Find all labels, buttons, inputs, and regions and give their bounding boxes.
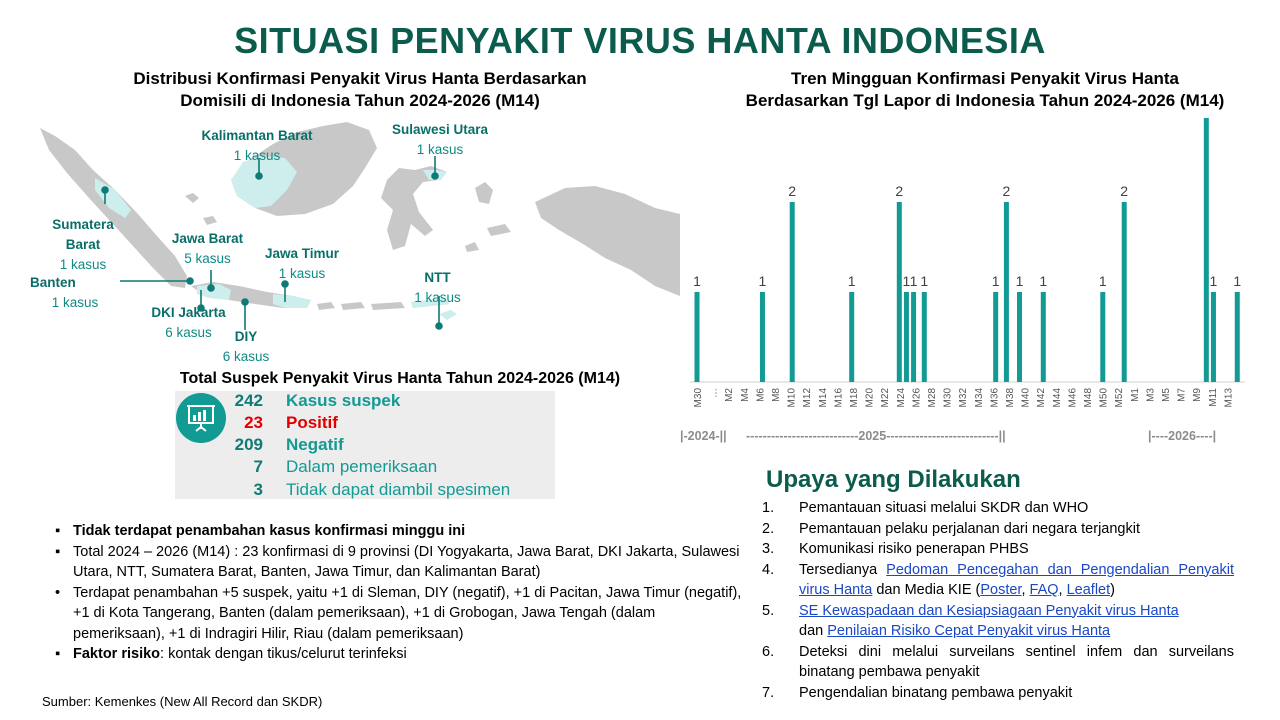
map-jawa-timur xyxy=(273,294,311,308)
leaflet-link[interactable]: Leaflet xyxy=(1066,582,1111,598)
map-label-jawa-timur: Jawa Timur 1 kasus xyxy=(264,246,340,281)
weekly-trend-chart xyxy=(680,118,1270,448)
chart-bar xyxy=(695,292,700,382)
bar-data-label: 1 xyxy=(1233,273,1242,289)
x-tick-label: M11 xyxy=(1207,388,1219,407)
map-label-jawa-barat: Jawa Barat 5 kasus xyxy=(171,231,244,266)
chart-bar xyxy=(911,292,916,382)
poster-link[interactable]: Poster xyxy=(980,582,1022,598)
suspect-label: Dalam pemeriksaan xyxy=(286,457,438,476)
source-note: Sumber: Kemenkes (New All Record dan SKDR) xyxy=(42,694,323,709)
x-tick-label: M3 xyxy=(1145,388,1157,402)
suspect-label: Positif xyxy=(286,413,338,432)
x-tick-label: M30 xyxy=(693,388,704,408)
note-item: ▪ Faktor risiko: kontak dengan tikus/celurut terinfeksi xyxy=(55,646,407,662)
map-title xyxy=(40,68,680,112)
chart-bar xyxy=(1235,292,1240,382)
suspect-row xyxy=(175,413,555,435)
page-title: SITUASI PENYAKIT VIRUS HANTA INDONESIA xyxy=(234,20,1046,61)
suspect-title: Total Suspek Penyakit Virus Hanta Tahun 2024-2026 (M14) xyxy=(179,370,621,387)
x-tick-label: M36 xyxy=(989,388,1001,408)
x-tick-label: M40 xyxy=(1020,388,1032,408)
suspect-row xyxy=(175,435,555,457)
suspect-value: 7 xyxy=(253,457,263,476)
suspect-label: Kasus suspek xyxy=(286,391,401,410)
chart-bar xyxy=(1004,202,1009,382)
note-item: ▪ Tidak terdapat penambahan kasus konfirmasi minggu ini xyxy=(55,523,466,539)
chart-bar xyxy=(790,202,795,382)
chart-title xyxy=(690,68,1280,112)
year-axis-label: ---------------------------2025---------------------------|| xyxy=(746,429,1006,443)
x-tick-label: M46 xyxy=(1067,388,1079,408)
bar-data-label: 2 xyxy=(895,183,904,199)
bar-data-label: 1 xyxy=(1098,273,1107,289)
notes-list xyxy=(55,521,745,665)
suspect-label: Tidak dapat diambil spesimen xyxy=(286,480,511,499)
map-label-sulawesi-utara: Sulawesi Utara 1 kasus xyxy=(391,122,489,157)
upaya-item: 1. Pemantauan situasi melalui SKDR dan WHO xyxy=(762,500,1089,516)
upaya-item: 3. Komunikasi risiko penerapan PHBS xyxy=(762,541,1029,557)
x-tick-label: M8 xyxy=(771,388,782,402)
map-label-diy: DIY 6 kasus xyxy=(222,329,270,364)
bar-data-label: 2 xyxy=(788,183,797,199)
pedoman-link[interactable]: Pedoman Pencegahan dan Pengendalian Penyakit virus Hanta xyxy=(799,561,1235,598)
suspect-value: 242 xyxy=(234,391,263,410)
x-tick-label: … xyxy=(708,388,720,398)
x-tick-label: M10 xyxy=(786,388,798,408)
chart-bar xyxy=(760,292,765,382)
suspect-value: 23 xyxy=(244,413,263,432)
chart-title-line2: Berdasarkan Tgl Lapor di Indonesia Tahun 2024-2026 (M14) xyxy=(745,91,1225,110)
chart-bar xyxy=(1100,292,1105,382)
bar-data-label: 1 xyxy=(991,273,1000,289)
x-tick-label: M14 xyxy=(817,388,829,408)
map-label-banten: Banten 1 kasus xyxy=(30,275,99,310)
bar-data-label: 1 xyxy=(1015,273,1024,289)
x-tick-label: M34 xyxy=(973,388,985,408)
x-tick-label: M9 xyxy=(1192,388,1204,402)
upaya-item: 4. Tersedianya Pedoman Pencegahan dan Pengendalian Penyakit virus Hanta dan Media KIE (Poster, FAQ, Leaflet) xyxy=(762,561,1235,598)
x-tick-label: M48 xyxy=(1083,388,1094,408)
x-tick-label: M5 xyxy=(1161,388,1172,402)
bar-data-label: 1 xyxy=(902,273,911,289)
upaya-item: 2. Pemantauan pelaku perjalanan dari negara terjangkit xyxy=(762,520,1140,537)
x-tick-label: M38 xyxy=(1005,388,1016,408)
x-tick-label: M24 xyxy=(895,388,907,408)
chart-bar xyxy=(897,202,902,382)
map-label-ntt: NTT 1 kasus xyxy=(414,270,461,305)
year-axis-label: |----2026----| xyxy=(1148,429,1217,443)
x-tick-label: M18 xyxy=(849,388,860,408)
map-label-kalimantan-barat: Kalimantan Barat 1 kasus xyxy=(201,128,313,163)
chart-bar xyxy=(1041,292,1046,382)
bar-data-label: 1 xyxy=(847,273,856,289)
bar-data-label: 2 xyxy=(1120,183,1129,199)
upaya-list xyxy=(762,498,1234,703)
x-tick-label: M52 xyxy=(1114,388,1126,408)
se-kewaspadaan-link[interactable]: SE Kewaspadaan dan Kesiapsiagaan Penyakit virus Hanta xyxy=(799,602,1179,619)
upaya-item: 7. Pengendalian binatang pembawa penyakit xyxy=(762,684,1073,701)
note-item: ▪ Total 2024 – 2026 (M14) : 23 konfirmasi di 9 provinsi (DI Yogyakarta, Jawa Barat, DKI Jakarta, Sulawesi Utara, NTT, Sumatera Barat, Banten, Jawa Timur, dan Kalimantan Barat) xyxy=(55,543,740,580)
map-title-line1: Distribusi Konfirmasi Penyakit Virus Hanta Berdasarkan xyxy=(133,69,587,88)
x-tick-label: M13 xyxy=(1223,388,1235,408)
faq-link[interactable]: FAQ xyxy=(1029,582,1059,598)
upaya-item: 5. SE Kewaspadaan dan Kesiapsiagaan Penyakit virus Hanta dan Penilaian Risiko Cepat Penyakit virus Hanta xyxy=(762,602,1179,639)
chart-bar xyxy=(904,292,909,382)
x-tick-label: M6 xyxy=(755,388,767,402)
x-tick-label: M2 xyxy=(724,388,736,402)
penilaian-risiko-link[interactable]: Penilaian Risiko Cepat Penyakit virus Hanta xyxy=(827,623,1111,639)
chart-bar xyxy=(849,292,854,382)
upaya-title: Upaya yang Dilakukan xyxy=(766,466,1021,493)
bar-data-label: 2 xyxy=(1002,183,1011,199)
map-label-sumatera-barat: Sumatera Barat 1 kasus xyxy=(52,217,114,272)
bar-data-label: 1 xyxy=(693,273,701,289)
suspect-value: 209 xyxy=(234,435,263,454)
bar-data-label: 1 xyxy=(1209,273,1218,289)
x-tick-label: M30 xyxy=(942,388,954,408)
chart-bar xyxy=(1122,202,1127,382)
x-tick-label: M20 xyxy=(864,388,876,408)
chart-bar xyxy=(1204,118,1209,382)
x-tick-label: M44 xyxy=(1051,388,1063,408)
year-axis-label: |-2024-|| xyxy=(680,429,727,443)
x-tick-label: M42 xyxy=(1036,388,1048,408)
chart-bar xyxy=(922,292,927,382)
map-papua xyxy=(535,186,680,296)
x-tick-label: M4 xyxy=(739,388,751,402)
chart-title-line1: Tren Mingguan Konfirmasi Penyakit Virus Hanta xyxy=(791,69,1179,88)
suspect-label: Negatif xyxy=(286,435,344,454)
x-tick-label: M26 xyxy=(911,388,923,408)
bar-data-label: 1 xyxy=(909,273,918,289)
bar-data-label: 1 xyxy=(920,273,929,289)
map-title-line2: Domisili di Indonesia Tahun 2024-2026 (M14) xyxy=(180,91,540,110)
suspect-value: 3 xyxy=(253,480,263,499)
x-tick-label: M1 xyxy=(1129,388,1141,402)
x-tick-label: M7 xyxy=(1176,388,1188,402)
x-tick-label: M12 xyxy=(802,388,814,408)
indonesia-map xyxy=(35,118,680,368)
chart-bar xyxy=(1017,292,1022,382)
x-tick-label: M28 xyxy=(927,388,938,408)
x-tick-label: M22 xyxy=(880,388,892,408)
chart-bar xyxy=(1211,292,1216,382)
suspect-row xyxy=(175,391,555,413)
upaya-item: 6. Deteksi dini melalui surveilans sentinel infem dan surveilans binatang pembawa penyakit xyxy=(762,643,1234,680)
x-tick-label: M50 xyxy=(1098,388,1110,408)
bar-data-label: 1 xyxy=(1039,273,1048,289)
chart-bar xyxy=(993,292,998,382)
x-tick-label: M32 xyxy=(958,388,970,408)
suspect-row xyxy=(175,480,555,502)
bar-data-label: 1 xyxy=(758,273,767,289)
x-tick-label: M16 xyxy=(833,388,845,408)
suspect-row xyxy=(175,457,555,479)
map-label-dki-jakarta: DKI Jakarta 6 kasus xyxy=(151,305,226,340)
note-item: • Terdapat penambahan +5 suspek, yaitu +1 di Sleman, DIY (negatif), +1 di Pacitan, Jawa Timur (negatif), +1 di Kota Tangerang, Banten (dalam pemeriksaan), +1 di Grobogan, Jawa Tengah (dalam pemeriksaan), +1 di Indragiri Hilir, Riau (dalam pemeriksaan) xyxy=(55,584,742,642)
